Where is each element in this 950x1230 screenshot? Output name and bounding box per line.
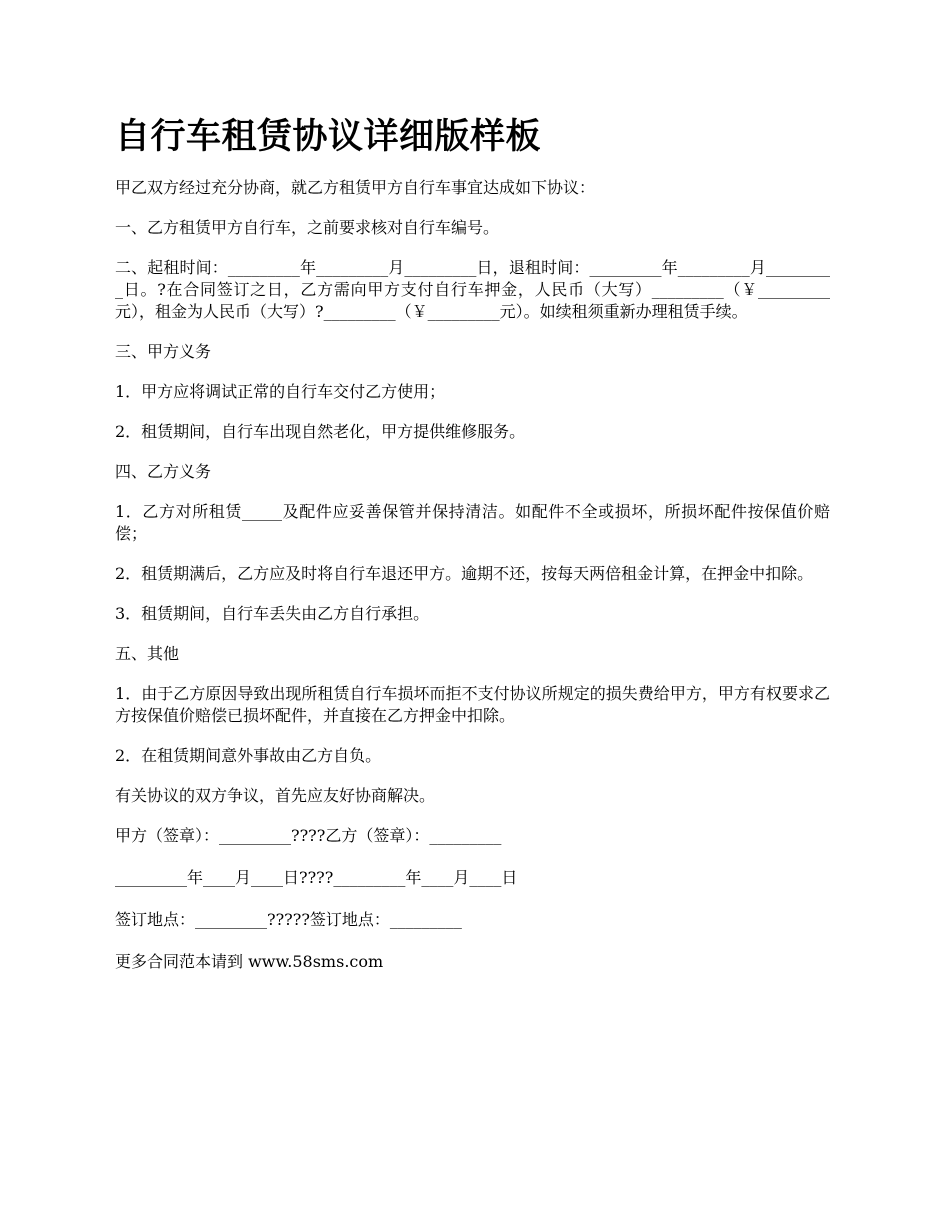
signing-location-line: 签订地点：_________?????签订地点：_________ [115,910,462,929]
party-b-duty-1: 1．乙方对所租赁_____及配件应妥善保管并保持清洁。如配件不全或损坏，所损坏配件按保值价赔偿； [115,502,830,543]
section-3-heading: 三、甲方义务 [115,342,212,361]
other-clause-2: 2．在租赁期间意外事故由乙方自负。 [115,746,382,765]
party-a-duty-1: 1．甲方应将调试正常的自行车交付乙方使用； [115,382,446,401]
contract-page [115,112,830,991]
clause-2-paragraph: 二、起租时间：_________年_________月_________日，退租时间：_________年_________月_________日。?在合同签订之日，乙方需向甲方支付自行车押金，人民币（大写）_________（￥_________元），租金为人民币（大写）?_________（￥_________元）。如续租须重新办理租赁手续。 [115,258,830,321]
document-title: 自行车租赁协议详细版样板 [115,117,542,157]
date-line: _________年____月____日????_________年____月____日 [115,868,518,887]
intro-paragraph: 甲乙双方经过充分协商，就乙方租赁甲方自行车事宜达成如下协议： [115,178,596,197]
clause-1-paragraph: 一、乙方租赁甲方自行车，之前要求核对自行车编号。 [115,218,500,237]
party-a-duty-2: 2．租赁期间，自行车出现自然老化，甲方提供维修服务。 [115,422,526,441]
other-clause-1: 1．由于乙方原因导致出现所租赁自行车损坏而拒不支付协议所规定的损失费给甲方，甲方有权要求乙方按保值价赔偿已损坏配件，并直接在乙方押金中扣除。 [115,684,830,725]
section-5-heading: 五、其他 [115,644,180,663]
party-b-duty-2: 2．租赁期满后，乙方应及时将自行车退还甲方。逾期不还，按每天两倍租金计算，在押金中扣除。 [115,564,814,583]
footer-link-text: 更多合同范本请到 www.58sms.com [115,952,384,971]
signature-line: 甲方（签章）：_________????乙方（签章）：_________ [115,826,502,845]
section-4-heading: 四、乙方义务 [115,462,212,481]
party-b-duty-3: 3．租赁期间，自行车丢失由乙方自行承担。 [115,604,430,623]
dispute-paragraph: 有关协议的双方争议，首先应友好协商解决。 [115,786,436,805]
